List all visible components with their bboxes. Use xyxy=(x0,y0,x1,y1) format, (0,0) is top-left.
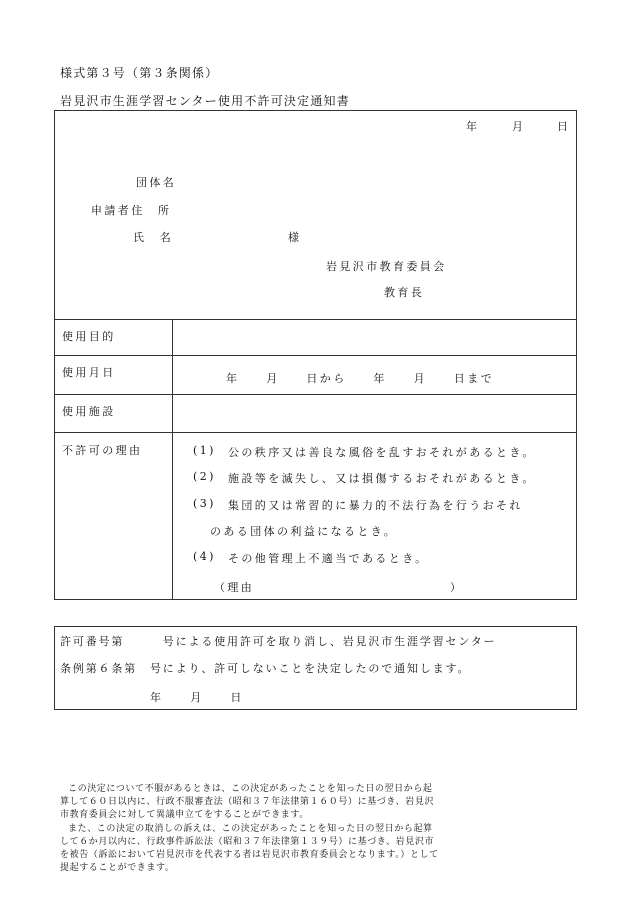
footer-line: を被告（訴訟において岩見沢市を代表する者は岩見沢市教育委員会となります。）として xyxy=(60,850,439,860)
issuer-org: 岩見沢市教育委員会 xyxy=(326,260,447,273)
notice-date: 年 月 日 xyxy=(150,691,244,704)
footer-line: 提起することができます。 xyxy=(60,863,175,873)
reason-label: 不許可の理由 xyxy=(62,444,143,457)
date-of-use-value: 年 月 日から 年 月 日まで xyxy=(226,372,494,385)
notice-line-1: 許可番号第 号による使用許可を取り消し、岩見沢市生涯学習センター xyxy=(60,635,497,648)
reason-item-text: 公の秩序又は善良な風俗を乱すおそれがあるとき。 xyxy=(228,446,536,459)
reason-other-close: ） xyxy=(450,581,464,594)
reason-item-number: (2) xyxy=(193,470,216,483)
reason-item-text: 集団的又は常習的に暴力的不法行為を行うおそれ xyxy=(228,499,523,512)
footer-line: また、この決定の取消しの訴えは、この決定があったことを知った日の翌日から起算 xyxy=(68,824,433,834)
purpose-label: 使用目的 xyxy=(62,330,116,343)
date-day-label: 日 xyxy=(557,120,571,133)
issuer-title: 教育長 xyxy=(384,286,425,299)
group-name-label: 団体名 xyxy=(136,176,177,189)
date-of-use-label: 使用月日 xyxy=(62,366,116,379)
facility-label: 使用施設 xyxy=(62,405,116,418)
form-title: 岩見沢市生涯学習センター使用不許可決定通知書 xyxy=(60,94,350,108)
reason-item-text: その他管理上不適当であるとき。 xyxy=(228,552,429,565)
date-year-label: 年 xyxy=(466,120,480,133)
footer-line: この決定について不服があるときは、この決定があったことを知った日の翌日から起 xyxy=(68,784,433,794)
reason-item-number: (1) xyxy=(193,444,216,457)
reason-item-number: (3) xyxy=(193,497,216,510)
applicant-address-label: 申請者住 所 xyxy=(91,204,172,217)
honorific: 様 xyxy=(288,231,302,244)
notice-line-2: 条例第６条第 号により、許可しないことを決定したので通知します。 xyxy=(60,662,471,675)
form-number: 様式第３号（第３条関係） xyxy=(60,66,219,80)
reason-item-number: (4) xyxy=(193,550,216,563)
footer-line: して６か月以内に、行政事件訴訟法（昭和３７年法律第１３９号）に基づき、岩見沢市 xyxy=(60,837,435,847)
reason-other-open: （理由 xyxy=(214,581,255,594)
applicant-name-label: 氏 名 xyxy=(133,231,174,244)
date-month-label: 月 xyxy=(512,120,526,133)
footer-line: 市教育委員会に対して異議申立てをすることができます。 xyxy=(60,810,309,820)
footer-line: 算して６０日以内に、行政不服審査法（昭和３７年法律第１６０号）に基づき、岩見沢 xyxy=(60,797,435,807)
reason-item-text: のある団体の利益になるとき。 xyxy=(210,525,398,538)
reason-item-text: 施設等を滅失し、又は損傷するおそれがあるとき。 xyxy=(228,472,536,485)
